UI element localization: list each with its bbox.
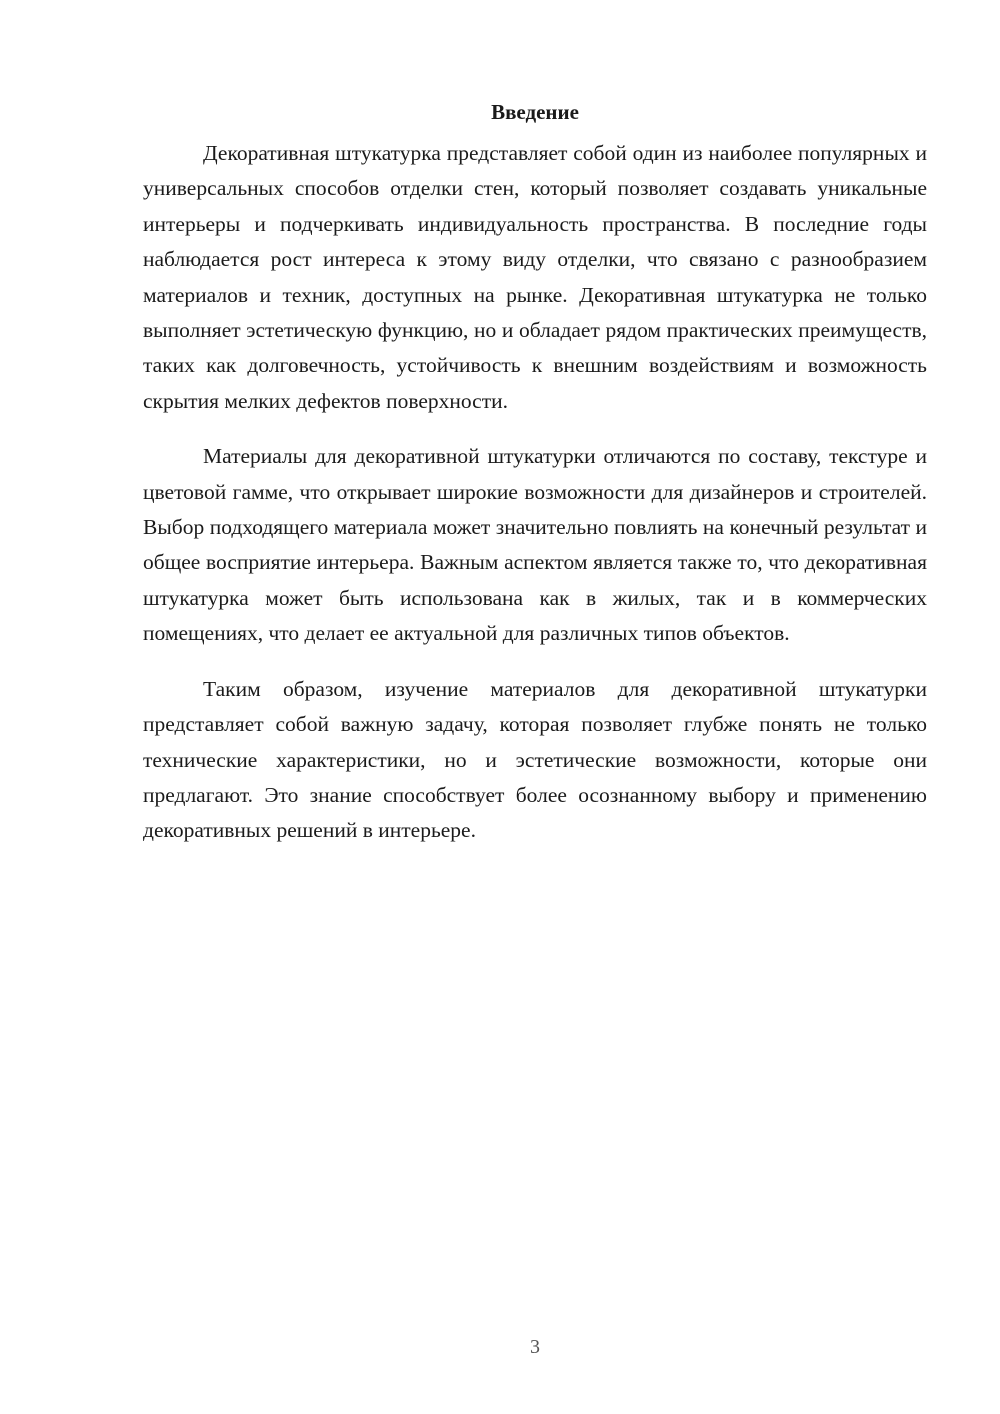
- page-content: [143, 96, 927, 869]
- page-number: 3: [530, 1336, 540, 1358]
- paragraph-2: Материалы для декоративной штукатурки отличаются по составу, текстуре и цветовой гамме, что открывает широкие возможности для дизайнеров и строителей. Выбор подходящего материала может значительно повлиять на конечный результат и общее восприятие интерьера. Важным аспектом является также то, что декоративная штукатурка может быть использована как в жилых, так и в коммерческих помещениях, что делает ее актуальной для различных типов объектов.: [143, 444, 927, 646]
- paragraph-1: Декоративная штукатурка представляет собой один из наиболее популярных и универсальных способов отделки стен, который позволяет создавать уникальные интерьеры и подчеркивать индивидуальность пространства. В последние годы наблюдается рост интереса к этому виду отделки, что связано с разнообразием материалов и техник, доступных на рынке. Декоративная штукатурка не только выполняет эстетическую функцию, но и обладает рядом практических преимуществ, таких как долговечность, устойчивость к внешним воздействиям и возможность скрытия мелких дефектов поверхности.: [143, 141, 927, 413]
- paragraph-3: Таким образом, изучение материалов для декоративной штукатурки представляет собой важную задачу, которая позволяет глубже понять не только технические характеристики, но и эстетические возможности, которые они предлагают. Это знание способствует более осознанному выбору и применению декоративных решений в интерьере.: [143, 676, 927, 843]
- section-title: Введение: [491, 100, 579, 124]
